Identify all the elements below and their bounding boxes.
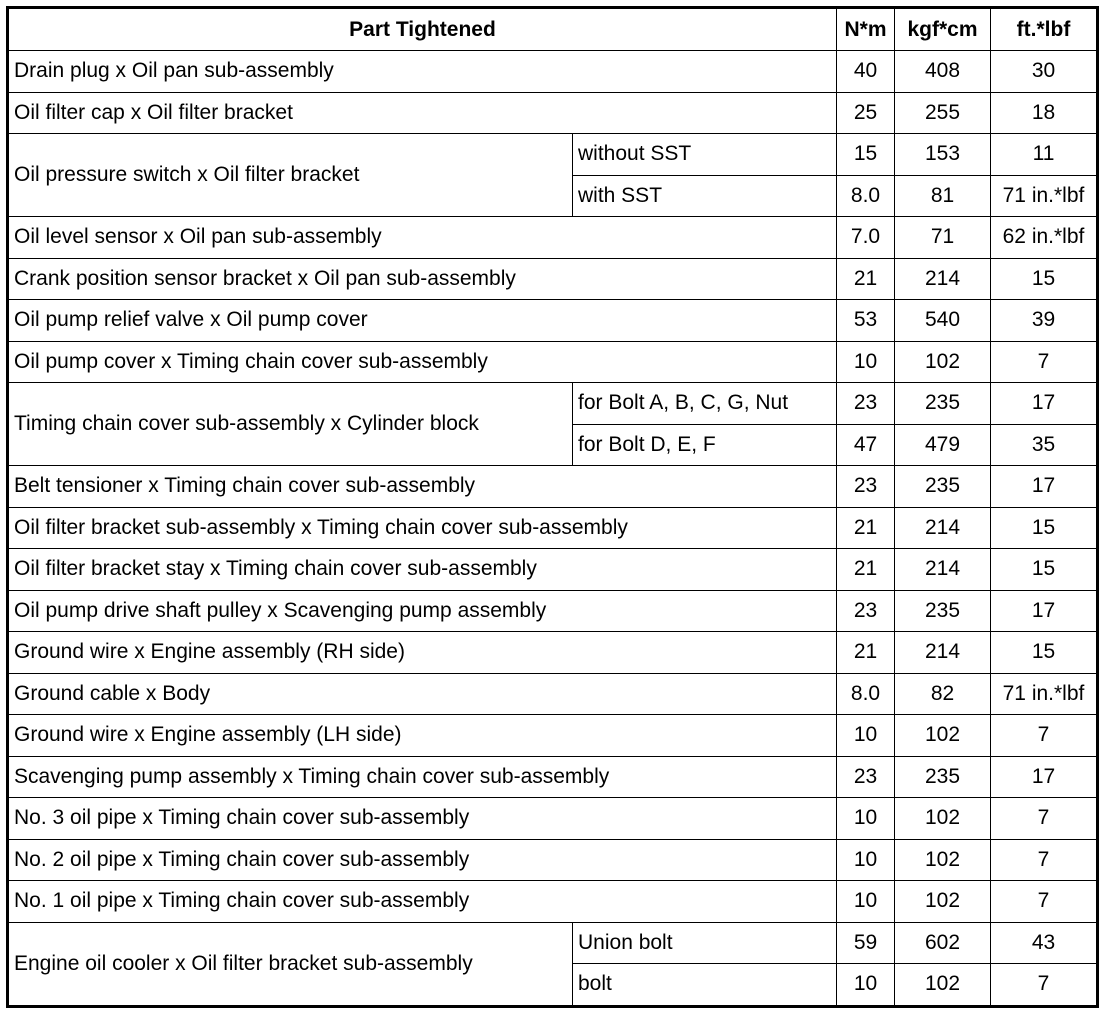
kgf-cm-cell: 479 <box>895 424 991 466</box>
nm-cell: 10 <box>837 964 895 1006</box>
kgf-cm-cell: 540 <box>895 300 991 342</box>
ft-lbf-cell: 7 <box>991 839 1097 881</box>
kgf-cm-cell: 602 <box>895 922 991 964</box>
header-row <box>9 9 1097 51</box>
nm-cell: 21 <box>837 258 895 300</box>
part-tightened-cell: No. 2 oil pipe x Timing chain cover sub-assembly <box>9 839 837 881</box>
nm-cell: 10 <box>837 798 895 840</box>
kgf-cm-cell: 235 <box>895 466 991 508</box>
table-row <box>9 466 1097 508</box>
kgf-cm-cell: 214 <box>895 507 991 549</box>
ft-lbf-cell: 7 <box>991 715 1097 757</box>
table-row <box>9 756 1097 798</box>
table-row <box>9 92 1097 134</box>
table-row <box>9 839 1097 881</box>
condition-cell: Union bolt <box>573 922 837 964</box>
nm-cell: 23 <box>837 466 895 508</box>
part-tightened-cell: Engine oil cooler x Oil filter bracket sub-assembly <box>9 922 573 1005</box>
kgf-cm-cell: 214 <box>895 258 991 300</box>
ft-lbf-cell: 17 <box>991 590 1097 632</box>
header-nm: N*m <box>837 9 895 51</box>
nm-cell: 21 <box>837 549 895 591</box>
ft-lbf-cell: 7 <box>991 798 1097 840</box>
nm-cell: 21 <box>837 507 895 549</box>
ft-lbf-cell: 30 <box>991 51 1097 93</box>
nm-cell: 23 <box>837 756 895 798</box>
header-kgf-cm: kgf*cm <box>895 9 991 51</box>
table-row <box>9 590 1097 632</box>
ft-lbf-cell: 15 <box>991 549 1097 591</box>
nm-cell: 8.0 <box>837 673 895 715</box>
condition-cell: for Bolt D, E, F <box>573 424 837 466</box>
table-row <box>9 341 1097 383</box>
condition-cell: for Bolt A, B, C, G, Nut <box>573 383 837 425</box>
table-row <box>9 549 1097 591</box>
nm-cell: 40 <box>837 51 895 93</box>
kgf-cm-cell: 214 <box>895 632 991 674</box>
torque-spec-table-frame <box>6 6 1099 1008</box>
kgf-cm-cell: 235 <box>895 383 991 425</box>
part-tightened-cell: Oil filter bracket sub-assembly x Timing chain cover sub-assembly <box>9 507 837 549</box>
table-row <box>9 673 1097 715</box>
kgf-cm-cell: 102 <box>895 964 991 1006</box>
table-row <box>9 258 1097 300</box>
table-row <box>9 507 1097 549</box>
table-row <box>9 798 1097 840</box>
header-part-tightened: Part Tightened <box>9 9 837 51</box>
ft-lbf-cell: 35 <box>991 424 1097 466</box>
part-tightened-cell: Oil pump relief valve x Oil pump cover <box>9 300 837 342</box>
ft-lbf-cell: 17 <box>991 383 1097 425</box>
ft-lbf-cell: 39 <box>991 300 1097 342</box>
part-tightened-cell: Oil level sensor x Oil pan sub-assembly <box>9 217 837 259</box>
nm-cell: 15 <box>837 134 895 176</box>
header-ft-lbf: ft.*lbf <box>991 9 1097 51</box>
part-tightened-cell: Oil filter cap x Oil filter bracket <box>9 92 837 134</box>
kgf-cm-cell: 71 <box>895 217 991 259</box>
ft-lbf-cell: 71 in.*lbf <box>991 673 1097 715</box>
condition-cell: without SST <box>573 134 837 176</box>
part-tightened-cell: Timing chain cover sub-assembly x Cylinder block <box>9 383 573 466</box>
part-tightened-cell: No. 1 oil pipe x Timing chain cover sub-assembly <box>9 881 837 923</box>
ft-lbf-cell: 7 <box>991 964 1097 1006</box>
table-row <box>9 922 1097 964</box>
ft-lbf-cell: 15 <box>991 632 1097 674</box>
kgf-cm-cell: 82 <box>895 673 991 715</box>
table-row <box>9 51 1097 93</box>
table-row <box>9 715 1097 757</box>
table-row <box>9 217 1097 259</box>
part-tightened-cell: Oil filter bracket stay x Timing chain cover sub-assembly <box>9 549 837 591</box>
kgf-cm-cell: 214 <box>895 549 991 591</box>
condition-cell: with SST <box>573 175 837 217</box>
table-body <box>9 51 1097 1006</box>
table-row <box>9 134 1097 176</box>
ft-lbf-cell: 17 <box>991 756 1097 798</box>
table-row <box>9 383 1097 425</box>
ft-lbf-cell: 43 <box>991 922 1097 964</box>
part-tightened-cell: Crank position sensor bracket x Oil pan sub-assembly <box>9 258 837 300</box>
part-tightened-cell: Belt tensioner x Timing chain cover sub-assembly <box>9 466 837 508</box>
ft-lbf-cell: 15 <box>991 507 1097 549</box>
kgf-cm-cell: 408 <box>895 51 991 93</box>
nm-cell: 10 <box>837 839 895 881</box>
ft-lbf-cell: 62 in.*lbf <box>991 217 1097 259</box>
ft-lbf-cell: 71 in.*lbf <box>991 175 1097 217</box>
nm-cell: 23 <box>837 383 895 425</box>
torque-spec-table <box>8 8 1097 1006</box>
nm-cell: 7.0 <box>837 217 895 259</box>
part-tightened-cell: Ground wire x Engine assembly (RH side) <box>9 632 837 674</box>
ft-lbf-cell: 11 <box>991 134 1097 176</box>
nm-cell: 10 <box>837 341 895 383</box>
nm-cell: 10 <box>837 715 895 757</box>
table-row <box>9 632 1097 674</box>
nm-cell: 53 <box>837 300 895 342</box>
kgf-cm-cell: 102 <box>895 798 991 840</box>
kgf-cm-cell: 102 <box>895 839 991 881</box>
nm-cell: 59 <box>837 922 895 964</box>
part-tightened-cell: Oil pump cover x Timing chain cover sub-assembly <box>9 341 837 383</box>
ft-lbf-cell: 17 <box>991 466 1097 508</box>
nm-cell: 25 <box>837 92 895 134</box>
part-tightened-cell: No. 3 oil pipe x Timing chain cover sub-assembly <box>9 798 837 840</box>
part-tightened-cell: Oil pressure switch x Oil filter bracket <box>9 134 573 217</box>
kgf-cm-cell: 153 <box>895 134 991 176</box>
nm-cell: 47 <box>837 424 895 466</box>
kgf-cm-cell: 235 <box>895 756 991 798</box>
kgf-cm-cell: 255 <box>895 92 991 134</box>
kgf-cm-cell: 81 <box>895 175 991 217</box>
table-row <box>9 881 1097 923</box>
ft-lbf-cell: 15 <box>991 258 1097 300</box>
table-row <box>9 300 1097 342</box>
ft-lbf-cell: 7 <box>991 341 1097 383</box>
kgf-cm-cell: 102 <box>895 341 991 383</box>
nm-cell: 8.0 <box>837 175 895 217</box>
part-tightened-cell: Oil pump drive shaft pulley x Scavenging pump assembly <box>9 590 837 632</box>
ft-lbf-cell: 18 <box>991 92 1097 134</box>
part-tightened-cell: Scavenging pump assembly x Timing chain cover sub-assembly <box>9 756 837 798</box>
part-tightened-cell: Drain plug x Oil pan sub-assembly <box>9 51 837 93</box>
kgf-cm-cell: 235 <box>895 590 991 632</box>
condition-cell: bolt <box>573 964 837 1006</box>
kgf-cm-cell: 102 <box>895 715 991 757</box>
part-tightened-cell: Ground wire x Engine assembly (LH side) <box>9 715 837 757</box>
kgf-cm-cell: 102 <box>895 881 991 923</box>
nm-cell: 10 <box>837 881 895 923</box>
part-tightened-cell: Ground cable x Body <box>9 673 837 715</box>
nm-cell: 21 <box>837 632 895 674</box>
nm-cell: 23 <box>837 590 895 632</box>
ft-lbf-cell: 7 <box>991 881 1097 923</box>
